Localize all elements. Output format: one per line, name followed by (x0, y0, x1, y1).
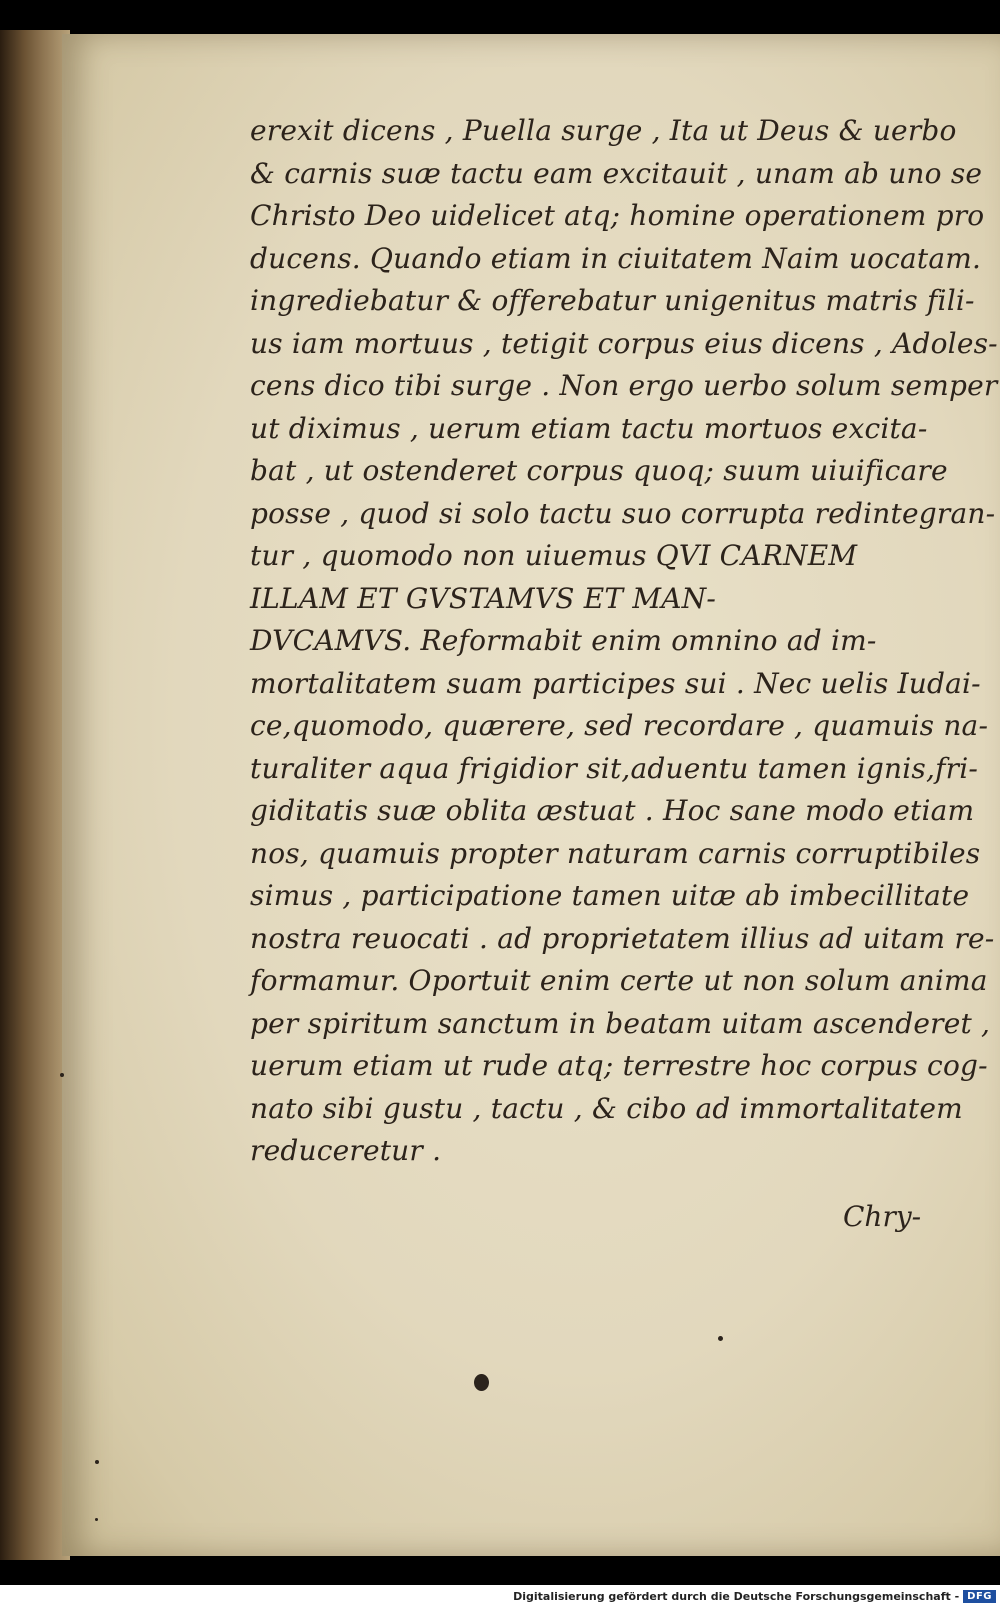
footer-bar (0, 1585, 1000, 1605)
text-line: ut diximus , uerum etiam tactu mortuos excita- (250, 411, 928, 445)
text-line: tur , quomodo non uiuemus QVI CARNEM (250, 539, 858, 572)
text-line: nostra reuocati . ad proprietatem illius ad uitam re- (250, 921, 995, 955)
text-line: erexit dicens , Puella surge , Ita ut Deus & uerbo (250, 114, 957, 147)
text-line: ingrediebatur & offerebatur unigenitus matris fili- (250, 284, 975, 317)
text-line: ce,quomodo, quærere, sed recordare , quamuis na- (250, 709, 989, 742)
text-line: ILLAM ET GVSTAMVS ET MAN- (250, 581, 717, 615)
text-line: & carnis suæ tactu eam excitauit , unam ab uno se (250, 156, 983, 190)
text-line: uerum etiam ut rude atq; terrestre hoc corpus cog- (250, 1049, 988, 1082)
ink-speck (95, 1460, 99, 1464)
ink-spot (474, 1374, 489, 1391)
text-line: ducens. Quando etiam in ciuitatem Naim uocatam. (250, 241, 982, 275)
text-line: cens dico tibi surge . Non ergo uerbo solum semper (250, 369, 998, 402)
catchword: Chry- (843, 1200, 922, 1233)
text-line: Christo Deo uidelicet atq; homine operationem pro (250, 199, 985, 232)
text-line: bat , ut ostenderet corpus quoq; suum uiuificare (250, 454, 948, 487)
text-line: DVCAMVS. Reformabit enim omnino ad im- (250, 624, 877, 657)
text-line: posse , quod si solo tactu suo corrupta redintegran- (250, 496, 996, 530)
text-line: per spiritum sanctum in beatam uitam ascenderet , (250, 1006, 991, 1040)
text-line: mortalitatem suam participes sui . Nec uelis Iudai- (250, 666, 981, 700)
text-line: giditatis suæ oblita æstuat . Hoc sane modo etiam (250, 794, 975, 827)
text-line: turaliter aqua frigidior sit,aduentu tamen ignis,fri- (250, 751, 979, 785)
ink-speck (95, 1518, 98, 1521)
digitization-credit (513, 1590, 996, 1603)
ink-speck (718, 1336, 723, 1341)
dfg-logo: DFG (963, 1590, 996, 1603)
text-line: nato sibi gustu , tactu , & cibo ad immortalitatem (250, 1091, 963, 1125)
text-line: reduceretur . (250, 1134, 442, 1167)
text-line: nos, quamuis propter naturam carnis corruptibiles (250, 836, 981, 870)
page-text-block (250, 110, 998, 1173)
text-line: formamur. Oportuit enim certe ut non solum anima (250, 964, 988, 997)
text-line: simus , participatione tamen uitæ ab imbecillitate (250, 879, 970, 912)
text-line: us iam mortuus , tetigit corpus eius dicens , Adoles- (250, 326, 998, 360)
book-edge (0, 30, 70, 1560)
credit-text: Digitalisierung gefördert durch die Deutsche Forschungsgemeinschaft - (513, 1590, 960, 1603)
ink-speck (60, 1073, 64, 1077)
